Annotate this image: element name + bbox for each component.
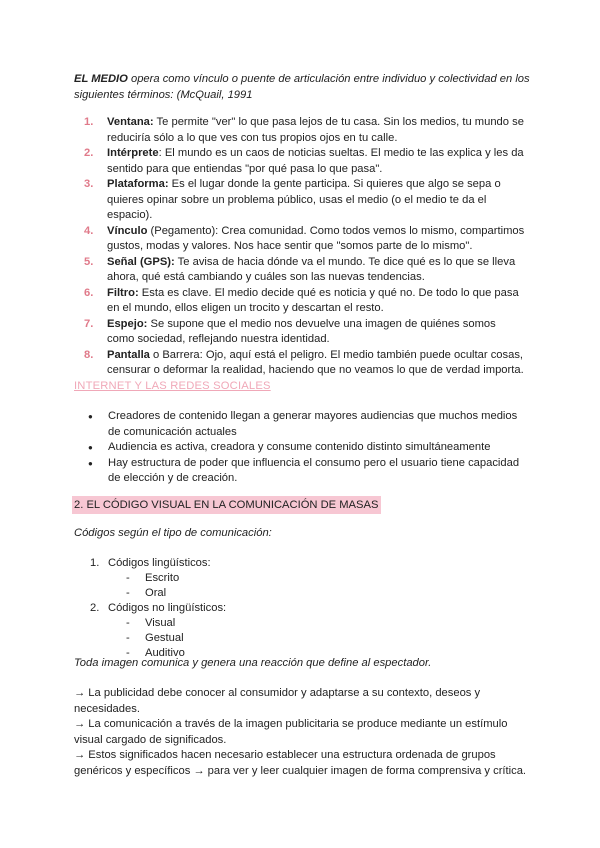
list-item bbox=[80, 224, 526, 255]
arrow-paragraph: → La publicidad debe conocer al consumidor y adaptarse a su contexto, deseos y necesidades. bbox=[74, 687, 481, 715]
list-text: Es el lugar donde la gente participa. Si quieres que algo se sepa o quieres opinar sobre un problema público, usas el medio (o el medio te da el espacio). bbox=[107, 178, 501, 221]
codigos-title: Códigos según el tipo de comunicación: bbox=[74, 527, 272, 539]
list-text: : El mundo es un caos de noticias sueltas. El medio te las explica y les da sentido para que entiendas "por qué pasa lo que pasa". bbox=[107, 147, 524, 175]
list-term: Plataforma: bbox=[107, 178, 169, 190]
list-term: Vínculo bbox=[107, 224, 148, 237]
list-item bbox=[90, 601, 226, 661]
bullet-item: ● Hay estructura de poder que influencia el consumo pero el usuario tiene capacidad de elección y de creación. bbox=[88, 456, 528, 487]
list-number: 2. bbox=[84, 147, 94, 159]
sublist-item: - Oral bbox=[108, 586, 226, 601]
list-item bbox=[80, 317, 526, 348]
list-item bbox=[90, 556, 226, 601]
list-number: 5. bbox=[84, 255, 94, 268]
bullet-item: ● Audiencia es activa, creadora y consume contenido distinto simultáneamente bbox=[88, 440, 528, 456]
list-term: Pantalla bbox=[107, 348, 150, 361]
list-item bbox=[80, 348, 526, 379]
section-2-heading: 2. EL CÓDIGO VISUAL EN LA COMUNICACIÓN DE MASAS bbox=[72, 496, 381, 514]
intro-paragraph bbox=[74, 71, 536, 103]
list-term: Intérprete bbox=[107, 147, 159, 159]
internet-heading[interactable]: INTERNET Y LAS REDES SOCIALES bbox=[74, 380, 271, 392]
list-term: Señal (GPS): bbox=[107, 255, 175, 268]
sublist bbox=[108, 616, 226, 661]
sublist-item: - Visual bbox=[108, 616, 226, 631]
intro-bold: EL MEDIO bbox=[74, 73, 128, 85]
list-text: Te avisa de hacia dónde va el mundo. Te dice qué es lo que se lleva ahora, qué está cambiando y cuáles son las nuevas tendencias. bbox=[107, 255, 516, 283]
intro-text: opera como vínculo o puente de articulación entre individuo y colectividad en los siguientes términos: (McQuail, 1991 bbox=[74, 73, 530, 101]
list-item bbox=[80, 146, 526, 177]
toda-imagen-note: Toda imagen comunica y genera una reacción que define al espectador. bbox=[74, 657, 432, 669]
list-text: Te permite "ver" lo que pasa lejos de tu casa. Sin los medios, tu mundo se reduciría sólo a lo que ves con tus propios ojos en tu calle. bbox=[107, 116, 524, 144]
list-text: Esta es clave. El medio decide qué es noticia y qué no. De todo lo que pasa en el mundo, ellos eligen un trocito y descartan el resto. bbox=[107, 286, 519, 314]
sublist-item: - Escrito bbox=[108, 571, 226, 586]
list-term: Ventana: bbox=[107, 116, 154, 128]
list-text: (Pegamento): Crea comunidad. Como todos vemos lo mismo, compartimos gustos, modas y valores. Nos hace sentir que "somos parte de lo mismo". bbox=[107, 224, 525, 252]
list-term: Espejo: bbox=[107, 317, 148, 330]
list-text: o Barrera: Ojo, aquí está el peligro. El medio también puede ocultar cosas, censurar o deformar la realidad, haciendo que no veamos lo que de verdad importa. bbox=[107, 348, 524, 376]
list-item bbox=[80, 177, 526, 224]
sublist-item: - Auditivo bbox=[108, 646, 226, 661]
codigo-label: Códigos no lingüísticos: bbox=[108, 602, 227, 614]
arrow-paragraph: → La comunicación a través de la imagen publicitaria se produce mediante un estímulo visual cargado de significados. bbox=[74, 718, 508, 746]
list-number: 1. bbox=[90, 557, 100, 569]
sublist bbox=[108, 571, 226, 601]
list-number: 6. bbox=[84, 286, 94, 299]
bullet-item: ● Creadores de contenido llegan a generar mayores audiencias que muchos medios de comunicación actuales bbox=[88, 409, 528, 440]
list-item bbox=[80, 286, 526, 317]
arrow-paragraph: → Estos significados hacen necesario establecer una estructura ordenada de grupos genéricos y específicos → para ver y leer cualquier imagen de forma comprensiva y crítica. bbox=[74, 749, 527, 777]
list-item bbox=[80, 115, 526, 146]
list-number: 7. bbox=[84, 317, 94, 330]
internet-bullets bbox=[88, 409, 528, 487]
list-number: 8. bbox=[84, 348, 94, 361]
list-term: Filtro: bbox=[107, 286, 139, 299]
list-item bbox=[80, 255, 526, 286]
list-number: 2. bbox=[90, 602, 100, 614]
arrow-paragraphs bbox=[74, 686, 530, 779]
codigos-list bbox=[90, 556, 226, 661]
sublist-item: - Gestual bbox=[108, 631, 226, 646]
list-number: 3. bbox=[84, 178, 94, 190]
list-text: Se supone que el medio nos devuelve una imagen de quiénes somos como sociedad, reflejando nuestra identidad. bbox=[107, 317, 496, 345]
codigo-label: Códigos lingüísticos: bbox=[108, 557, 211, 569]
medios-list bbox=[80, 115, 526, 379]
list-number: 1. bbox=[84, 116, 94, 128]
list-number: 4. bbox=[84, 224, 94, 237]
